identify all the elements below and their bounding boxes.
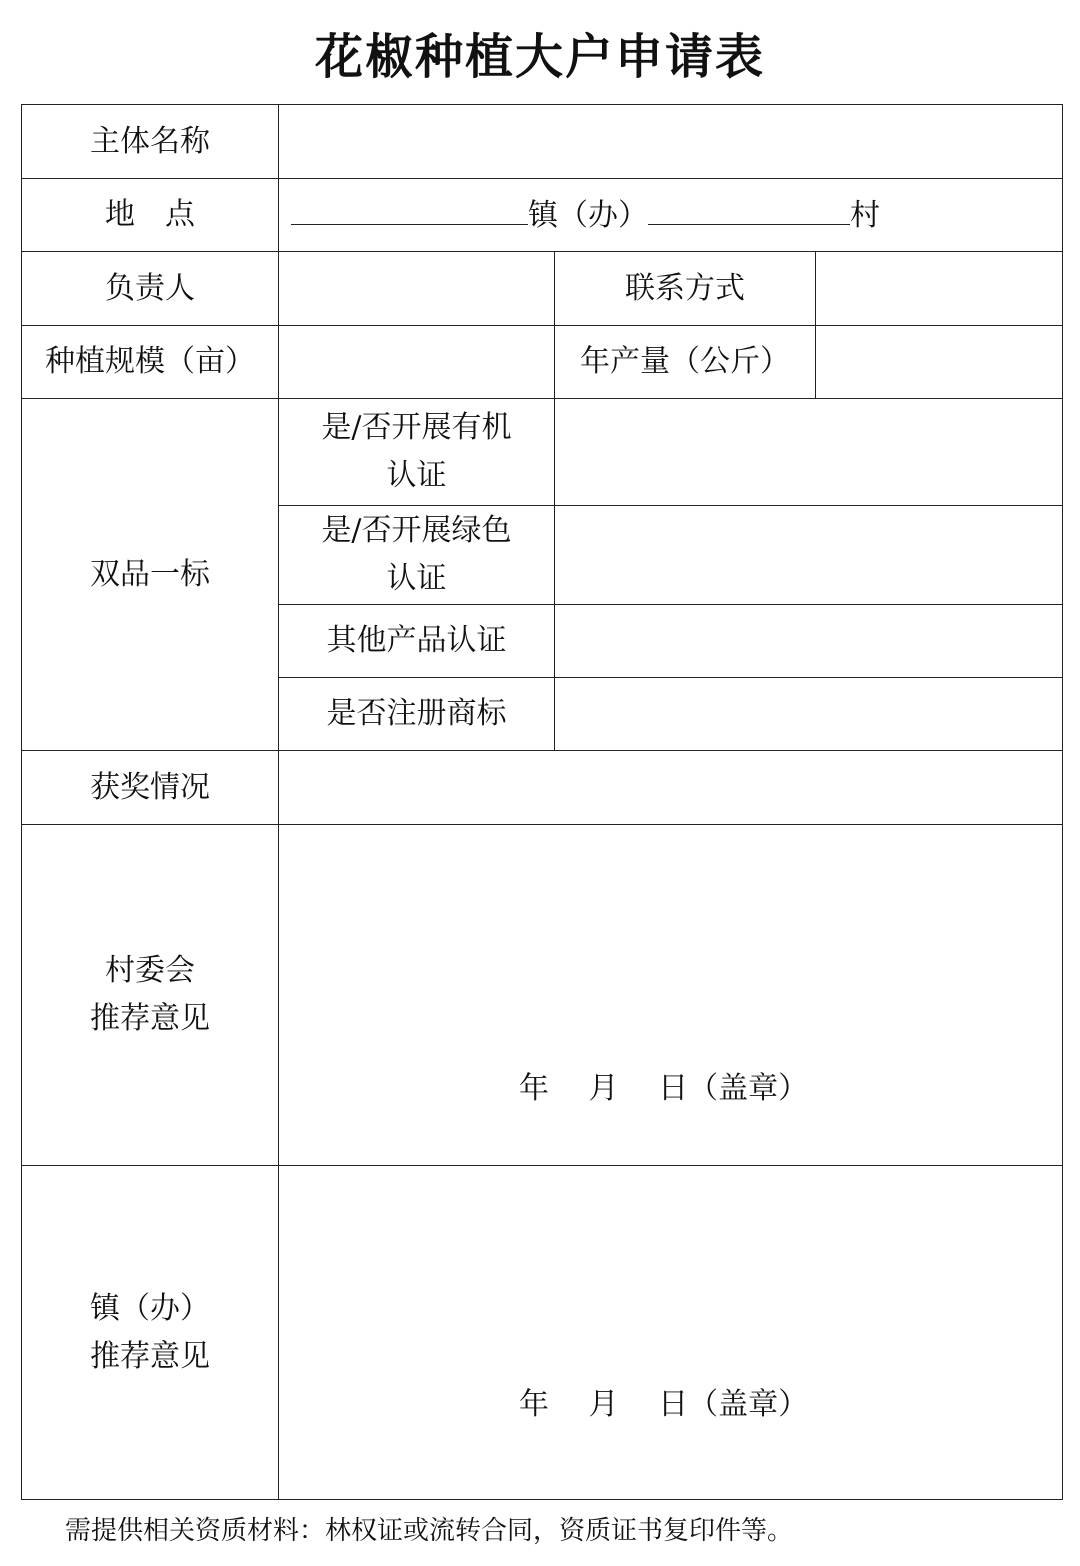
field-other-cert[interactable]: [555, 605, 1063, 678]
footer-note: 需提供相关资质材料：林权证或流转合同，资质证书复印件等。: [65, 1516, 794, 1546]
page-title: 花椒种植大户申请表: [314, 29, 765, 85]
town-blank[interactable]: [291, 190, 528, 225]
label-contact: 联系方式: [555, 252, 816, 326]
town-date-stamp: 年 月 日（盖章）: [519, 1387, 809, 1422]
label-town-opinion: 镇（办） 推荐意见: [22, 1166, 279, 1500]
field-scale[interactable]: [279, 326, 555, 399]
label-other-cert: 其他产品认证: [279, 605, 555, 678]
label-location: 地 点: [22, 179, 279, 252]
village-date-stamp: 年 月 日（盖章）: [519, 1071, 809, 1106]
label-scale: 种植规模（亩）: [22, 326, 279, 399]
village-blank[interactable]: [648, 190, 850, 225]
field-location[interactable]: [279, 179, 1063, 252]
label-trademark: 是否注册商标: [279, 678, 555, 751]
label-certification-group: 双品一标: [22, 399, 279, 751]
field-contact[interactable]: [816, 252, 1063, 326]
label-awards: 获奖情况: [22, 751, 279, 825]
application-form-table: [21, 104, 1063, 1500]
field-village-opinion[interactable]: [279, 825, 1063, 1166]
village-suffix: 村: [850, 198, 880, 233]
label-village-opinion: 村委会 推荐意见: [22, 825, 279, 1166]
field-trademark[interactable]: [555, 678, 1063, 751]
field-awards[interactable]: [279, 751, 1063, 825]
field-organic[interactable]: [555, 399, 1063, 506]
town-suffix: 镇（办）: [528, 198, 648, 233]
label-organic: 是/否开展有机认证: [279, 399, 555, 506]
label-annual-output: 年产量（公斤）: [555, 326, 816, 399]
label-responsible: 负责人: [22, 252, 279, 326]
label-entity-name: 主体名称: [22, 105, 279, 179]
field-responsible[interactable]: [279, 252, 555, 326]
field-annual-output[interactable]: [816, 326, 1063, 399]
field-green[interactable]: [555, 506, 1063, 605]
field-entity-name[interactable]: [279, 105, 1063, 179]
field-town-opinion[interactable]: [279, 1166, 1063, 1500]
label-green: 是/否开展绿色认证: [279, 506, 555, 605]
